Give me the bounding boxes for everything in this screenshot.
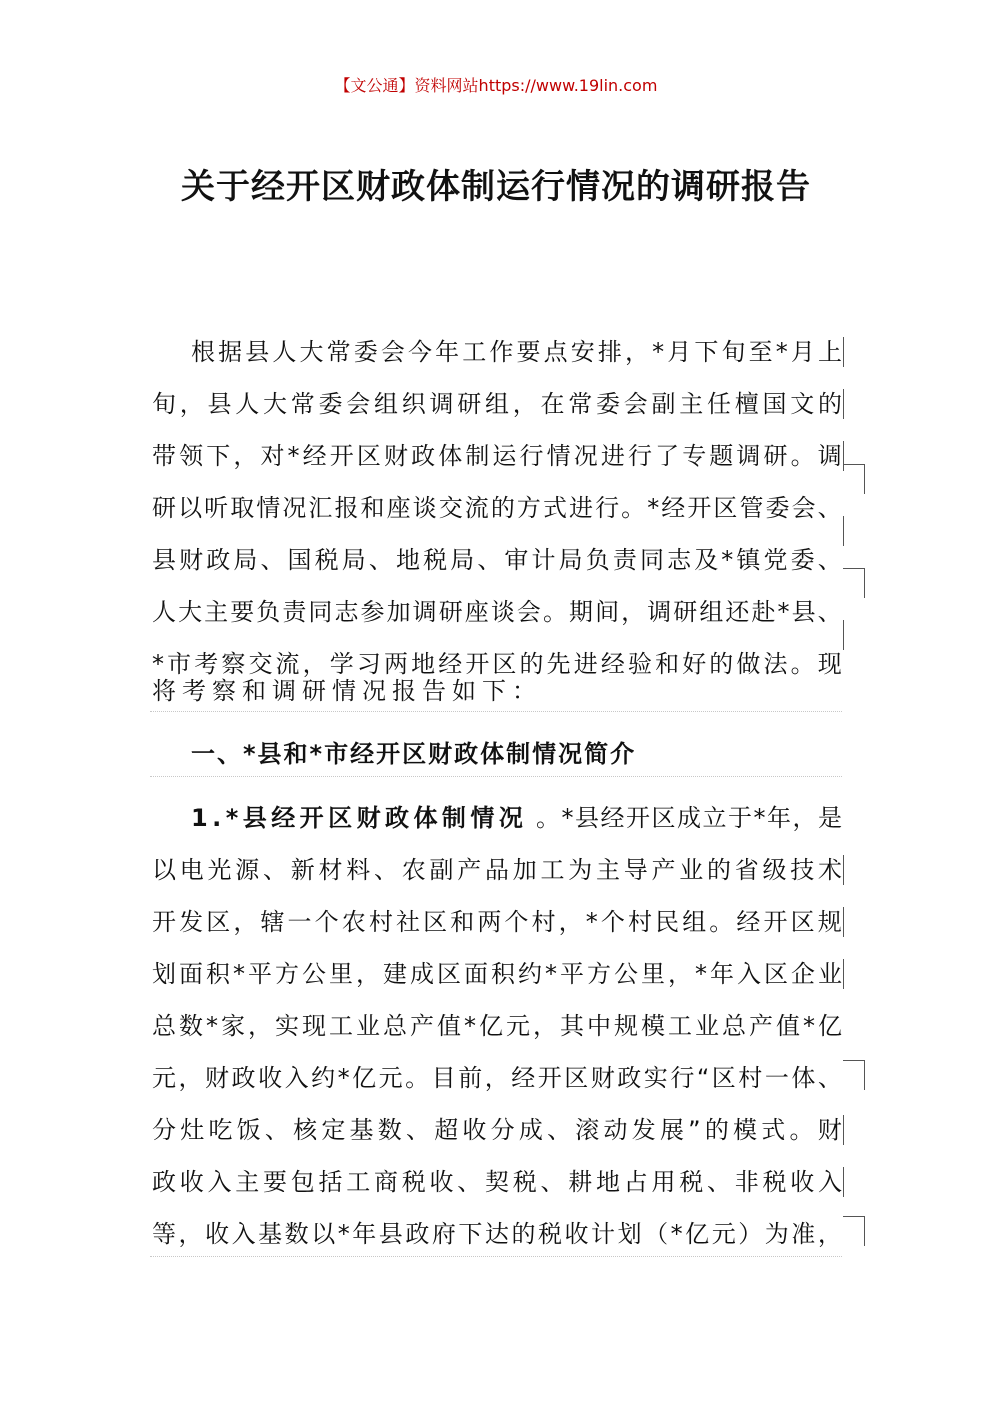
paragraph-1-line-5: 县 财 政 局 、 国 税 局 、 地 税 局 、 审 计 局 负 责 同 志 及 * 镇 党 委 、 [152, 546, 842, 574]
margin-mark [843, 1115, 844, 1145]
header-source-link[interactable]: 【文公通】资料网站https://www.19lin.com [334, 76, 658, 95]
margin-corner-mark [843, 1060, 865, 1090]
paragraph-1-line-1: 根 据 县 人 大 常 委 会 今 年 工 作 要 点 安 排 ， * 月 下 旬 至 * 月 上 [191, 338, 842, 366]
page-rule [150, 711, 842, 712]
page-rule [150, 776, 842, 777]
margin-mark [843, 620, 844, 650]
paragraph-2-line-1 [191, 792, 842, 844]
paragraph-2-line-9: 等 ， 收 入 基 数 以 * 年 县 政 府 下 达 的 税 收 计 划 （ * 亿 元 ） 为 准 ， [152, 1220, 842, 1248]
paragraph-1-line-3: 带 领 下 ， 对 * 经 开 区 财 政 体 制 运 行 情 况 进 行 了 专 题 调 研 。 调 [152, 442, 842, 470]
margin-mark [843, 337, 844, 367]
paragraph-1-line-4: 研 以 听 取 情 况 汇 报 和 座 谈 交 流 的 方 式 进 行 。 * 经 开 区 管 委 会 、 [152, 494, 842, 522]
margin-corner-mark [843, 568, 865, 598]
margin-mark [843, 516, 844, 546]
paragraph-2-line-7: 分 灶 吃 饭 、 核 定 基 数 、 超 收 分 成 、 滚 动 发 展 ” 的 模 式 。 财 [152, 1116, 842, 1144]
paragraph-2-first-rest: 。 * 县 经 开 区 成 立 于 * 年 ， 是 [536, 804, 842, 832]
paragraph-2-line-8: 政 收 入 主 要 包 括 工 商 税 收 、 契 税 、 耕 地 占 用 税 、 非 税 收 入 [152, 1168, 842, 1196]
paragraph-2-line-3: 开 发 区 ， 辖 一 个 农 村 社 区 和 两 个 村 ， * 个 村 民 组 。 经 开 区 规 [152, 908, 842, 936]
paragraph-1-line-7: * 市 考 察 交 流 ， 学 习 两 地 经 开 区 的 先 进 经 验 和 好 的 做 法 。 现 [152, 650, 842, 678]
paragraph-2-line-4: 划 面 积 * 平 方 公 里 ， 建 成 区 面 积 约 * 平 方 公 里 ， * 年 入 区 企 业 [152, 960, 842, 988]
paragraph-1-line-6: 人 大 主 要 负 责 同 志 参 加 调 研 座 谈 会 。 期 间 ， 调 研 组 还 赴 * 县 、 [152, 598, 842, 626]
paragraph-2-lead: 1 . * 县 经 开 区 财 政 体 制 情 况 [191, 804, 523, 832]
margin-corner-mark [843, 1216, 865, 1246]
paragraph-2-line-6: 元 ， 财 政 收 入 约 * 亿 元 。 目 前 ， 经 开 区 财 政 实 行 “ 区 村 一 体 、 [152, 1064, 842, 1092]
margin-mark [843, 959, 844, 989]
document-title: 关于经开区财政体制运行情况的调研报告 [181, 167, 811, 207]
margin-corner-mark [843, 464, 865, 494]
paragraph-2-line-5: 总 数 * 家 ， 实 现 工 业 总 产 值 * 亿 元 ， 其 中 规 模 工 业 总 产 值 * 亿 [152, 1012, 842, 1040]
margin-mark [843, 1167, 844, 1197]
section-heading: 一、*县和*市经开区财政体制情况简介 [191, 740, 637, 768]
paragraph-2-line-2: 以 电 光 源 、 新 材 料 、 农 副 产 品 加 工 为 主 导 产 业 的 省 级 技 术 [152, 856, 842, 884]
margin-mark [843, 907, 844, 937]
margin-mark [843, 855, 844, 885]
paragraph-1-line-8: 将考察和调研情况报告如下： [152, 677, 542, 705]
page-rule [150, 1256, 842, 1257]
paragraph-1-line-2: 旬 ， 县 人 大 常 委 会 组 织 调 研 组 ， 在 常 委 会 副 主 任 檀 国 文 的 [152, 390, 842, 418]
margin-mark [843, 389, 844, 419]
